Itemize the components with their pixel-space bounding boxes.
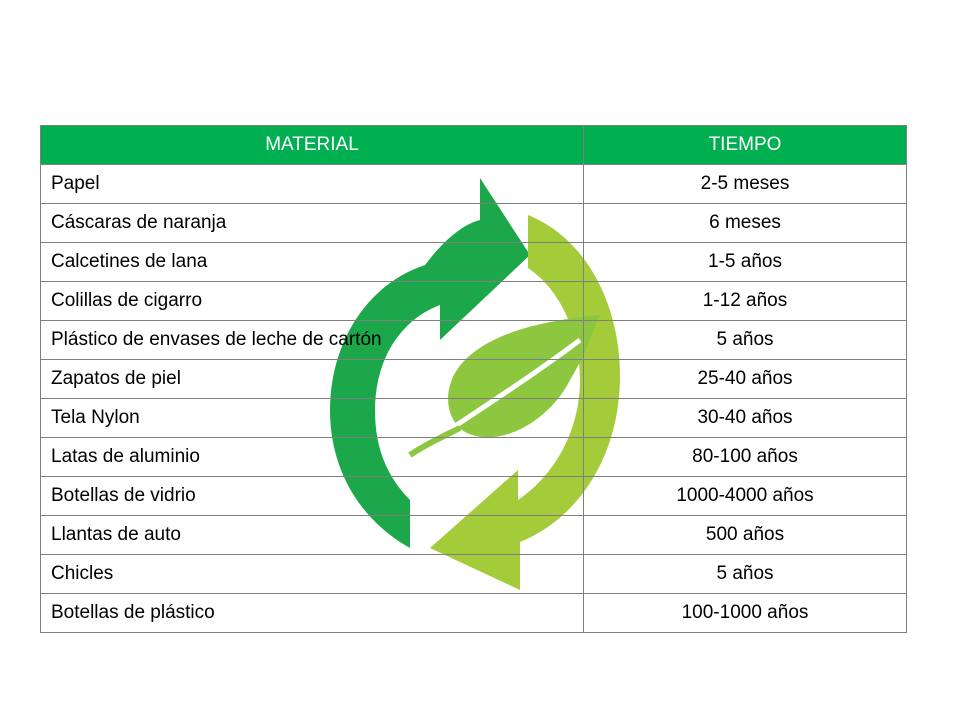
material-cell: Tela Nylon [41,399,584,438]
material-cell: Calcetines de lana [41,243,584,282]
material-cell: Colillas de cigarro [41,282,584,321]
tiempo-cell: 6 meses [584,204,907,243]
tiempo-cell: 25-40 años [584,360,907,399]
tiempo-cell: 1000-4000 años [584,477,907,516]
tiempo-cell: 1-12 años [584,282,907,321]
tiempo-cell: 100-1000 años [584,594,907,633]
tiempo-cell: 2-5 meses [584,165,907,204]
tiempo-cell: 80-100 años [584,438,907,477]
table-row [41,477,907,516]
table-row [41,165,907,204]
table-row [41,438,907,477]
material-cell: Botellas de vidrio [41,477,584,516]
table-row [41,282,907,321]
table-row [41,594,907,633]
tiempo-cell: 5 años [584,321,907,360]
table-row [41,399,907,438]
tiempo-cell: 30-40 años [584,399,907,438]
decomposition-table [40,125,907,633]
table-row [41,555,907,594]
tiempo-cell: 500 años [584,516,907,555]
header-material: MATERIAL [41,126,584,165]
material-cell: Latas de aluminio [41,438,584,477]
table-row [41,243,907,282]
table-row [41,360,907,399]
material-cell: Zapatos de piel [41,360,584,399]
tiempo-cell: 5 años [584,555,907,594]
material-cell: Cáscaras de naranja [41,204,584,243]
material-cell: Llantas de auto [41,516,584,555]
table-row [41,516,907,555]
material-cell: Plástico de envases de leche de cartón [41,321,584,360]
table-header-row [41,126,907,165]
table-row [41,321,907,360]
table-row [41,204,907,243]
header-tiempo: TIEMPO [584,126,907,165]
material-cell: Papel [41,165,584,204]
tiempo-cell: 1-5 años [584,243,907,282]
material-cell: Chicles [41,555,584,594]
material-cell: Botellas de plástico [41,594,584,633]
